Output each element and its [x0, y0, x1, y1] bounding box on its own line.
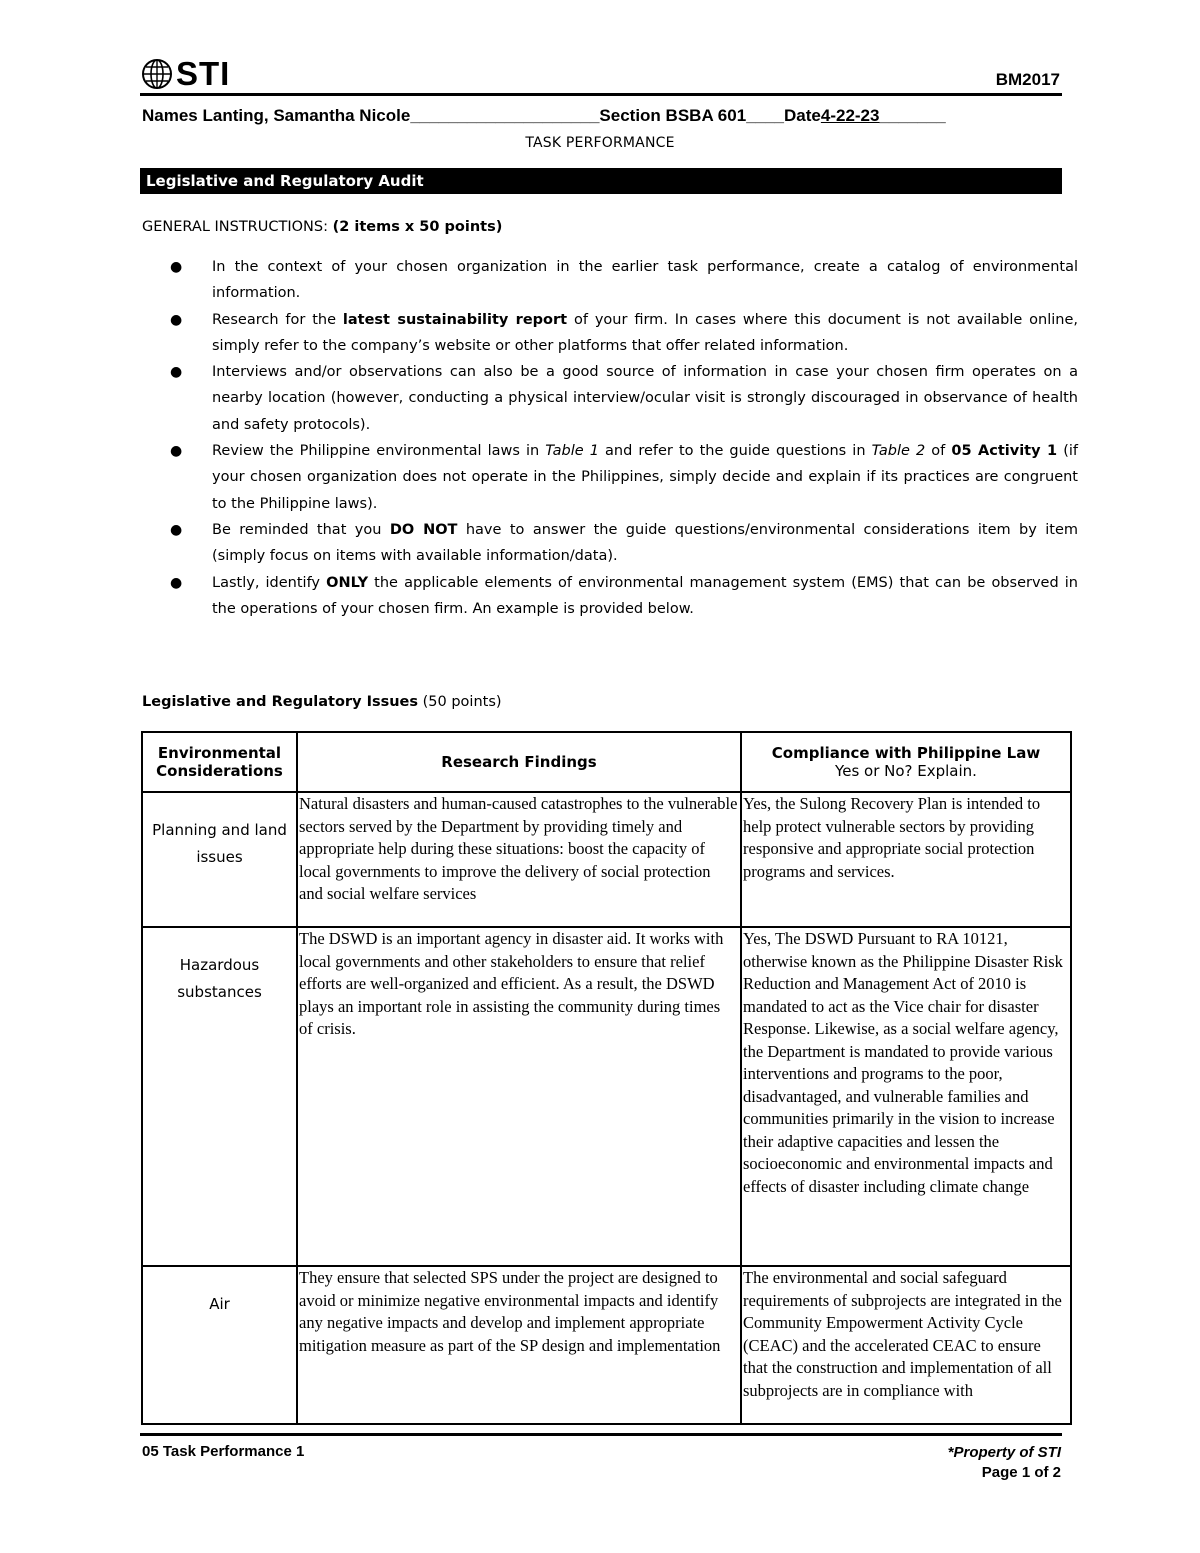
- header-compliance-title: Compliance with Philippine Law: [771, 744, 1041, 762]
- instruction-text: of your firm. In cases where this document is not available online, simply refer to the company’s website or other platforms that offer related information.: [212, 311, 1079, 354]
- instruction-item: [168, 517, 1078, 570]
- instruction-text: latest sustainability report: [342, 311, 568, 328]
- instruction-text: Table 2: [871, 443, 926, 460]
- consideration-cell: Air: [142, 1266, 297, 1424]
- consideration-cell: Planning and land issues: [142, 792, 297, 927]
- general-instructions-points: (2 items x 50 points): [332, 219, 503, 235]
- instruction-text: 05 Activity 1: [951, 443, 1058, 460]
- instruction-list: [168, 254, 1078, 622]
- bullet-icon: ●: [170, 364, 183, 381]
- footer-divider: [140, 1433, 1062, 1436]
- section-heading-bar: Legislative and Regulatory Audit: [140, 168, 1062, 194]
- general-instructions: [142, 219, 502, 235]
- bullet-icon: ●: [170, 574, 183, 591]
- issues-title: Legislative and Regulatory Issues: [142, 694, 419, 710]
- findings-cell: Natural disasters and human-caused catastrophes to the vulnerable sectors served by the Department by providing timely and appropriate help during these situations: boost the capacity of local governments to improve the delivery of social protection and social welfare services: [297, 792, 741, 927]
- compliance-cell: Yes, The DSWD Pursuant to RA 10121, otherwise known as the Philippine Disaster Risk Reduction and Management Act of 2010 is mandated to act as the Vice chair for disaster Response. Likewise, as a social welfare agency, the Department is mandated to provide various interventions and programs to the poor, disadvantaged, and vulnerable families and communities primarily in the vision to increase their adaptive capacities and lessen the socioeconomic and environmental impacts and effects of disaster including climate change: [741, 927, 1071, 1266]
- names-label: Names: [142, 106, 198, 125]
- footer-page-number: Page 1 of 2: [981, 1464, 1061, 1481]
- instruction-item: [168, 254, 1078, 307]
- header-compliance: [741, 732, 1071, 792]
- sti-logo: [140, 56, 230, 92]
- instruction-text: Review the Philippine environmental laws in: [212, 443, 546, 460]
- issues-heading: [142, 694, 502, 710]
- section-value: BSBA 601: [665, 106, 747, 125]
- header-research-findings: Research Findings: [297, 732, 741, 792]
- instruction-item: [168, 570, 1078, 623]
- student-info-line: [142, 106, 946, 126]
- table-row: [142, 792, 1071, 927]
- header-divider: [140, 93, 1062, 96]
- compliance-cell: The environmental and social safeguard requirements of subprojects are integrated in the Community Empowerment Activity Cycle (CEAC) and the accelerated CEAC to ensure that the construction and implementation of all subprojects are in compliance with: [741, 1266, 1071, 1424]
- header-compliance-subtitle: Yes or No? Explain.: [835, 762, 977, 780]
- section-underline: ____: [746, 106, 785, 125]
- table-row: [142, 927, 1071, 1266]
- compliance-cell: Yes, the Sulong Recovery Plan is intended to help protect vulnerable sectors by providing responsive and appropriate social protection programs and services.: [741, 792, 1071, 927]
- instruction-text: of: [925, 443, 952, 460]
- date-underline: _______: [879, 106, 946, 125]
- instruction-item: [168, 438, 1078, 517]
- instruction-text: Research for the: [212, 311, 343, 328]
- bullet-icon: ●: [170, 443, 183, 460]
- consideration-cell: Hazardous substances: [142, 927, 297, 1266]
- instruction-text: DO NOT: [389, 521, 458, 538]
- instruction-text: the applicable elements of environmental management system (EMS) that can be observed in the operations of your chosen firm. An example is provided below.: [212, 574, 1078, 617]
- task-title: TASK PERFORMANCE: [525, 135, 675, 151]
- document-code: BM2017: [995, 70, 1060, 89]
- table-header-row: [142, 732, 1071, 792]
- date-label: Date: [784, 106, 821, 125]
- section-label: Section: [599, 106, 661, 125]
- instruction-text: Be reminded that you: [212, 521, 390, 538]
- footer-property: *Property of STI: [947, 1444, 1061, 1461]
- instruction-item: [168, 307, 1078, 360]
- date-value: 4-22-23: [820, 106, 880, 125]
- logo-text: STI: [176, 55, 231, 92]
- bullet-icon: ●: [170, 311, 183, 328]
- instruction-text: have to answer the guide questions/environmental considerations item by item (simply focus on items with available information/data).: [212, 521, 1078, 565]
- bullet-icon: ●: [170, 259, 183, 275]
- footer-document-title: 05 Task Performance 1: [142, 1443, 305, 1460]
- names-underline: ____________________: [410, 106, 600, 125]
- findings-cell: The DSWD is an important agency in disaster aid. It works with local governments and other stakeholders to ensure that relief efforts are well-organized and efficient. As a result, the DSWD plays an important role in assisting the community during times of crisis.: [297, 927, 741, 1266]
- instruction-text: ONLY: [326, 574, 369, 591]
- instruction-item: [168, 359, 1078, 438]
- footer-right: [948, 1443, 1061, 1483]
- instruction-text: Interviews and/or observations can also be a good source of information in case your chosen firm operates on a nearby location (however, conducting a physical interview/ocular visit is strongly discouraged in observance of health and safety protocols).: [212, 364, 1078, 433]
- instruction-text: Lastly, identify: [212, 574, 327, 591]
- instruction-text: and refer to the guide questions in: [598, 443, 872, 460]
- instruction-text: Table 1: [545, 443, 599, 460]
- header-environmental-considerations: Environmental Considerations: [142, 732, 297, 792]
- globe-icon: [140, 57, 174, 91]
- instruction-text: (if your chosen organization does not operate in the Philippines, simply decide and explain if its practices are congruent to the Philippine laws).: [212, 443, 1079, 512]
- issues-points: (50 points): [422, 694, 502, 710]
- general-instructions-label: GENERAL INSTRUCTIONS:: [142, 219, 328, 235]
- regulatory-issues-table: [141, 731, 1072, 1425]
- instruction-text: In the context of your chosen organization in the earlier task performance, create a catalog of environmental information.: [212, 259, 1078, 302]
- findings-cell: They ensure that selected SPS under the project are designed to avoid or minimize negative environmental impacts and identify any negative impacts and develop and implement appropriate mitigation measure as part of the SP design and implementation: [297, 1266, 741, 1424]
- names-value: Lanting, Samantha Nicole: [202, 106, 411, 125]
- table-row: [142, 1266, 1071, 1424]
- bullet-icon: ●: [170, 521, 183, 538]
